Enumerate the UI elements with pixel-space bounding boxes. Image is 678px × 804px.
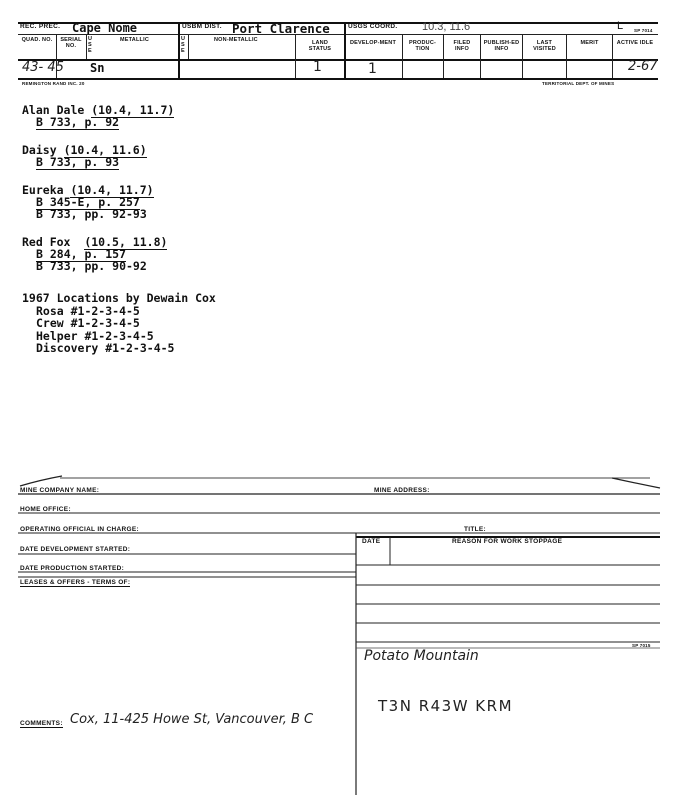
filed-info-label: FILED INFO — [453, 40, 471, 52]
corner-mark: L — [617, 20, 624, 32]
entry-ref: B 733, pp. 90-92 — [36, 259, 147, 273]
usgs-coord-value: 10.3, 11.6 — [422, 21, 471, 33]
active-idle-label: ACTIVE IDLE — [616, 40, 654, 46]
location-name: Potato Mountain — [364, 648, 479, 664]
serial-label: SERIAL NO. — [60, 37, 82, 49]
last-visited-label: LAST VISITED — [533, 40, 556, 52]
active-idle-value: 2-67 — [628, 59, 658, 74]
form-number-2: SP 7015 — [632, 643, 651, 648]
entry-name: Red Fox — [22, 235, 71, 249]
usbm-dist-label: USBM DIST. — [182, 23, 222, 30]
entry-ref: B 345-E, p. 257 — [36, 195, 140, 209]
mine-company-name-label: MINE COMPANY NAME: — [20, 487, 100, 494]
use-metallic-label: U S E — [88, 36, 93, 54]
land-status-label: LAND STATUS — [308, 40, 332, 52]
home-office-label: HOME OFFICE: — [20, 506, 71, 513]
location-item: Rosa #1-2-3-4-5 — [36, 303, 140, 318]
entry-coord: (10.4, 11.7) — [70, 183, 154, 197]
quad-label: QUAD. NO. — [21, 37, 53, 43]
locations-heading: 1967 Locations by Dewain Cox — [22, 291, 216, 305]
entry-name: Eureka — [22, 183, 64, 197]
entry-name: Daisy — [22, 143, 57, 157]
metallic-label: METALLIC — [120, 37, 149, 43]
entry-ref: B 733, p. 93 — [36, 155, 120, 169]
metallic-value: Sn — [90, 61, 105, 75]
development-label: DEVELOP-MENT — [349, 40, 397, 46]
usbm-dist-value: Port Clarence — [232, 21, 330, 36]
location-item: Helper #1-2-3-4-5 — [36, 328, 154, 343]
location-item: Crew #1-2-3-4-5 — [36, 316, 140, 330]
usgs-coord-label: USGS COORD. — [348, 23, 398, 30]
entry-coord: (10.4, 11.7) — [91, 103, 175, 117]
leases-label: LEASES & OFFERS - TERMS OF: — [20, 579, 131, 586]
nonmetallic-label: NON-METALLIC — [214, 37, 258, 43]
comments-label: COMMENTS: — [20, 720, 63, 727]
printer-line: REMINGTON RAND INC. 20 — [22, 81, 85, 86]
entry-ref: B 733, p. 92 — [36, 115, 120, 129]
date-development-label: DATE DEVELOPMENT STARTED: — [20, 546, 131, 553]
form-number: SP 7014 — [634, 28, 653, 33]
land-status-value: 1 — [313, 59, 322, 75]
entry-coord: (10.5, 11.8) — [84, 235, 168, 249]
published-info-label: PUBLISH-ED INFO — [483, 40, 520, 52]
entry-name: Alan Dale — [22, 103, 85, 117]
date-column-label: DATE — [362, 538, 381, 545]
quad-value: 43- 45 — [22, 60, 64, 75]
production-label: PRODUC-TION — [408, 40, 437, 52]
use-nonmetallic-label: U S E — [181, 36, 186, 54]
rec-prec-value: Cape Nome — [72, 21, 138, 35]
comments-value: Cox, 11-425 Howe St, Vancouver, B C — [70, 712, 314, 727]
mine-address-label: MINE ADDRESS: — [374, 487, 430, 494]
title-label: TITLE: — [464, 526, 487, 533]
dept-line: TERRITORIAL DEPT. OF MINES — [542, 81, 615, 86]
location-item: Discovery #1-2-3-4-5 — [36, 341, 175, 355]
rec-prec-label: REC. PREC. — [20, 23, 61, 30]
entry-ref: B 284, p. 157 — [36, 247, 127, 261]
date-production-label: DATE PRODUCTION STARTED: — [20, 565, 125, 572]
township-range: T3N R43W KRM — [378, 697, 514, 715]
operating-official-label: OPERATING OFFICIAL IN CHARGE: — [20, 526, 139, 533]
entry-coord: (10.4, 11.6) — [63, 143, 147, 157]
entry-ref: B 733, pp. 92-93 — [36, 207, 147, 221]
development-value: 1 — [368, 61, 377, 77]
reason-column-label: REASON FOR WORK STOPPAGE — [452, 538, 563, 545]
merit-label: MERIT — [580, 40, 599, 46]
